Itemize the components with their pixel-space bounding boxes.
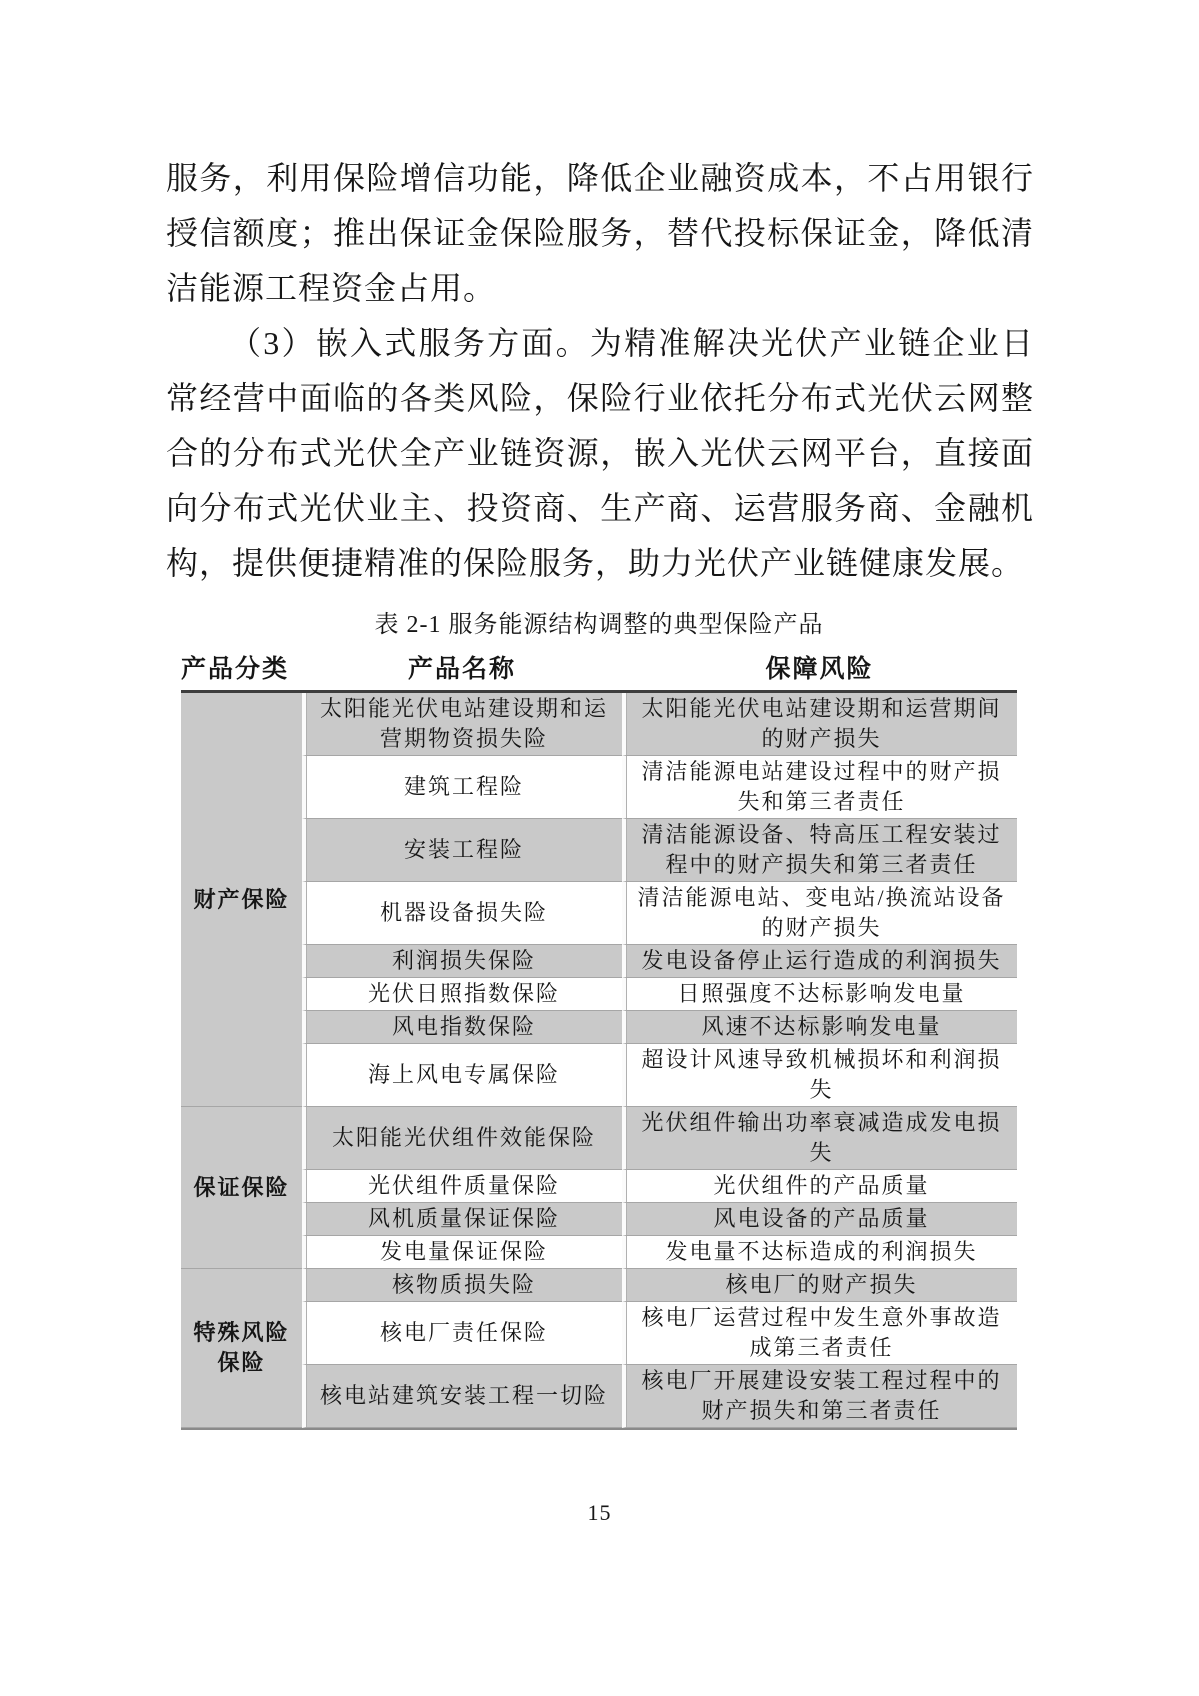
risk-cell: 光伏组件的产品质量 [622,1170,1017,1203]
table-row [181,1170,1017,1203]
risk-cell: 清洁能源设备、特高压工程安装过程中的财产损失和第三者责任 [622,819,1017,882]
table-row [181,1203,1017,1236]
category-cell: 特殊风险保险 [181,1269,302,1428]
risk-cell: 发电量不达标造成的利润损失 [622,1236,1017,1269]
table-body [181,693,1017,1428]
product-name-cell: 太阳能光伏电站建设期和运营期物资损失险 [302,693,622,756]
table-row [181,693,1017,756]
product-name-cell: 建筑工程险 [302,756,622,819]
table-row [181,945,1017,978]
product-name-cell: 海上风电专属保险 [302,1044,622,1107]
table-row [181,978,1017,1011]
table-row [181,756,1017,819]
product-name-cell: 核电站建筑安装工程一切险 [302,1365,622,1428]
category-cell: 保证保险 [181,1107,302,1269]
column-header-category: 产品分类 [181,641,302,693]
risk-cell: 清洁能源电站建设过程中的财产损失和第三者责任 [622,756,1017,819]
product-name-cell: 风机质量保证保险 [302,1203,622,1236]
column-header-risk: 保障风险 [622,641,1017,693]
risk-cell: 核电厂的财产损失 [622,1269,1017,1302]
risk-cell: 发电设备停止运行造成的利润损失 [622,945,1017,978]
body-paragraph: 服务，利用保险增信功能，降低企业融资成本，不占用银行授信额度；推出保证金保险服务，替代投标保证金，降低清洁能源工程资金占用。 [166,160,1034,306]
table-row [181,1044,1017,1107]
table-row [181,1011,1017,1044]
risk-cell: 清洁能源电站、变电站/换流站设备的财产损失 [622,882,1017,945]
page-content [166,151,1034,1430]
table-row [181,882,1017,945]
product-name-cell: 安装工程险 [302,819,622,882]
body-paragraph: （3）嵌入式服务方面。为精准解决光伏产业链企业日常经营中面临的各类风险，保险行业依托分布式光伏云网整合的分布式光伏全产业链资源，嵌入光伏云网平台，直接面向分布式光伏业主、投资商、生产商、运营服务商、金融机构，提供便捷精准的保险服务，助力光伏产业链健康发展。 [166,325,1034,581]
product-name-cell: 光伏组件质量保险 [302,1170,622,1203]
table-row [181,1365,1017,1428]
product-name-cell: 太阳能光伏组件效能保险 [302,1107,622,1170]
table-header-row [181,641,1017,693]
risk-cell: 风电设备的产品质量 [622,1203,1017,1236]
category-cell: 财产保险 [181,693,302,1107]
risk-cell: 光伏组件输出功率衰减造成发电损失 [622,1107,1017,1170]
risk-cell: 日照强度不达标影响发电量 [622,978,1017,1011]
page-number: 15 [587,1500,612,1525]
risk-cell: 太阳能光伏电站建设期和运营期间的财产损失 [622,693,1017,756]
table-row [181,819,1017,882]
insurance-products-table [181,641,1017,1430]
table-row [181,1107,1017,1170]
product-name-cell: 发电量保证保险 [302,1236,622,1269]
column-header-product: 产品名称 [302,641,622,693]
risk-cell: 超设计风速导致机械损坏和利润损失 [622,1044,1017,1107]
product-name-cell: 核物质损失险 [302,1269,622,1302]
table-row [181,1302,1017,1365]
product-name-cell: 风电指数保险 [302,1011,622,1044]
table-header [181,641,1017,693]
table-row [181,1269,1017,1302]
product-name-cell: 核电厂责任保险 [302,1302,622,1365]
risk-cell: 核电厂开展建设安装工程过程中的财产损失和第三者责任 [622,1365,1017,1428]
product-name-cell: 机器设备损失险 [302,882,622,945]
table-row [181,1236,1017,1269]
risk-cell: 核电厂运营过程中发生意外事故造成第三者责任 [622,1302,1017,1365]
product-name-cell: 利润损失保险 [302,945,622,978]
risk-cell: 风速不达标影响发电量 [622,1011,1017,1044]
table-caption: 表 2-1 服务能源结构调整的典型保险产品 [374,612,824,638]
product-name-cell: 光伏日照指数保险 [302,978,622,1011]
